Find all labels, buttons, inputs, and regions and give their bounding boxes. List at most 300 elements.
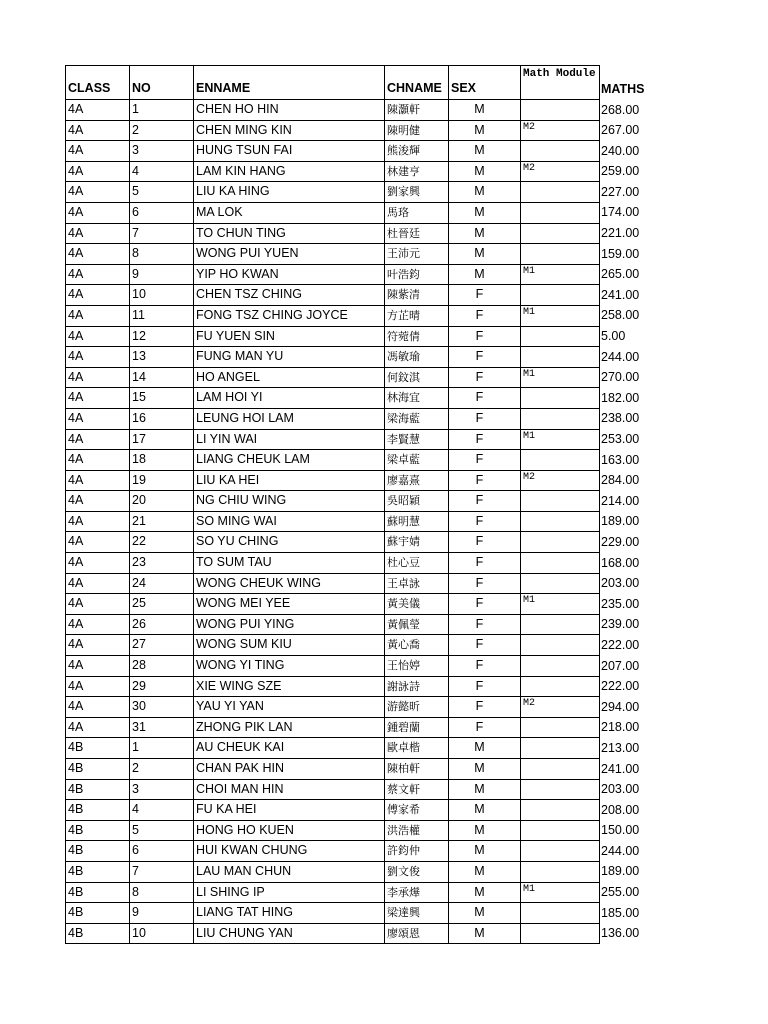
cell-maths: 208.00 bbox=[600, 800, 649, 821]
cell-no: 28 bbox=[130, 656, 194, 677]
cell-chname: 陳明健 bbox=[385, 120, 449, 141]
cell-sex: F bbox=[449, 573, 521, 594]
cell-no: 13 bbox=[130, 347, 194, 368]
table-row bbox=[66, 861, 649, 882]
cell-class: 4A bbox=[66, 285, 130, 306]
cell-maths: 241.00 bbox=[600, 285, 649, 306]
cell-chname: 鍾碧蘭 bbox=[385, 717, 449, 738]
cell-maths: 163.00 bbox=[600, 450, 649, 471]
cell-chname: 游懿昕 bbox=[385, 697, 449, 718]
cell-math-module bbox=[521, 511, 600, 532]
cell-class: 4A bbox=[66, 120, 130, 141]
cell-chname: 黃美儀 bbox=[385, 594, 449, 615]
cell-enname: CHAN PAK HIN bbox=[194, 759, 385, 780]
cell-sex: M bbox=[449, 923, 521, 944]
cell-chname: 廖頌恩 bbox=[385, 923, 449, 944]
cell-math-module bbox=[521, 841, 600, 862]
cell-class: 4B bbox=[66, 800, 130, 821]
cell-maths: 265.00 bbox=[600, 264, 649, 285]
cell-no: 3 bbox=[130, 779, 194, 800]
cell-maths: 267.00 bbox=[600, 120, 649, 141]
cell-no: 9 bbox=[130, 903, 194, 924]
cell-chname: 劉家興 bbox=[385, 182, 449, 203]
cell-class: 4A bbox=[66, 553, 130, 574]
cell-maths: 5.00 bbox=[600, 326, 649, 347]
cell-chname: 梁卓藍 bbox=[385, 450, 449, 471]
cell-enname: WONG PUI YING bbox=[194, 614, 385, 635]
cell-class: 4B bbox=[66, 759, 130, 780]
cell-sex: M bbox=[449, 161, 521, 182]
cell-sex: F bbox=[449, 676, 521, 697]
cell-no: 2 bbox=[130, 759, 194, 780]
cell-class: 4A bbox=[66, 182, 130, 203]
cell-math-module bbox=[521, 347, 600, 368]
cell-sex: F bbox=[449, 408, 521, 429]
cell-enname: LAM HOI YI bbox=[194, 388, 385, 409]
cell-chname: 王沛元 bbox=[385, 244, 449, 265]
cell-maths: 235.00 bbox=[600, 594, 649, 615]
cell-chname: 許鈞仲 bbox=[385, 841, 449, 862]
cell-chname: 蘇明慧 bbox=[385, 511, 449, 532]
cell-no: 9 bbox=[130, 264, 194, 285]
cell-enname: MA LOK bbox=[194, 202, 385, 223]
cell-class: 4A bbox=[66, 511, 130, 532]
cell-enname: FUNG MAN YU bbox=[194, 347, 385, 368]
cell-chname: 符菀倩 bbox=[385, 326, 449, 347]
cell-sex: M bbox=[449, 120, 521, 141]
cell-sex: M bbox=[449, 820, 521, 841]
cell-maths: 240.00 bbox=[600, 141, 649, 162]
cell-math-module bbox=[521, 923, 600, 944]
cell-sex: M bbox=[449, 800, 521, 821]
cell-no: 20 bbox=[130, 491, 194, 512]
cell-maths: 203.00 bbox=[600, 779, 649, 800]
cell-maths: 244.00 bbox=[600, 347, 649, 368]
cell-maths: 136.00 bbox=[600, 923, 649, 944]
table-row bbox=[66, 573, 649, 594]
cell-sex: F bbox=[449, 429, 521, 450]
cell-no: 12 bbox=[130, 326, 194, 347]
cell-sex: F bbox=[449, 388, 521, 409]
table-row bbox=[66, 594, 649, 615]
table-row bbox=[66, 491, 649, 512]
cell-math-module: M1 bbox=[521, 367, 600, 388]
cell-class: 4A bbox=[66, 244, 130, 265]
cell-math-module bbox=[521, 573, 600, 594]
cell-maths: 244.00 bbox=[600, 841, 649, 862]
table-row bbox=[66, 800, 649, 821]
cell-class: 4B bbox=[66, 779, 130, 800]
cell-enname: WONG CHEUK WING bbox=[194, 573, 385, 594]
cell-sex: F bbox=[449, 532, 521, 553]
cell-math-module bbox=[521, 202, 600, 223]
table-row bbox=[66, 120, 649, 141]
cell-chname: 謝詠詩 bbox=[385, 676, 449, 697]
cell-class: 4B bbox=[66, 738, 130, 759]
cell-class: 4A bbox=[66, 141, 130, 162]
table-row bbox=[66, 759, 649, 780]
header-chname: CHNAME bbox=[385, 66, 449, 100]
table-row bbox=[66, 882, 649, 903]
cell-sex: M bbox=[449, 182, 521, 203]
cell-maths: 227.00 bbox=[600, 182, 649, 203]
cell-class: 4A bbox=[66, 697, 130, 718]
cell-math-module bbox=[521, 635, 600, 656]
header-no: NO bbox=[130, 66, 194, 100]
cell-chname: 陳柏軒 bbox=[385, 759, 449, 780]
cell-sex: M bbox=[449, 223, 521, 244]
cell-class: 4A bbox=[66, 491, 130, 512]
cell-maths: 203.00 bbox=[600, 573, 649, 594]
cell-class: 4A bbox=[66, 408, 130, 429]
cell-chname: 何鈫淇 bbox=[385, 367, 449, 388]
cell-maths: 214.00 bbox=[600, 491, 649, 512]
table-row bbox=[66, 264, 649, 285]
cell-math-module bbox=[521, 532, 600, 553]
cell-no: 18 bbox=[130, 450, 194, 471]
cell-math-module: M1 bbox=[521, 264, 600, 285]
cell-enname: SO MING WAI bbox=[194, 511, 385, 532]
table-row bbox=[66, 903, 649, 924]
cell-no: 5 bbox=[130, 820, 194, 841]
cell-sex: F bbox=[449, 305, 521, 326]
cell-class: 4A bbox=[66, 264, 130, 285]
cell-no: 7 bbox=[130, 861, 194, 882]
cell-math-module bbox=[521, 903, 600, 924]
cell-enname: CHEN MING KIN bbox=[194, 120, 385, 141]
table-row bbox=[66, 676, 649, 697]
cell-math-module: M2 bbox=[521, 697, 600, 718]
cell-chname: 馬珞 bbox=[385, 202, 449, 223]
cell-no: 5 bbox=[130, 182, 194, 203]
cell-chname: 林海宜 bbox=[385, 388, 449, 409]
cell-math-module bbox=[521, 326, 600, 347]
cell-chname: 梁達興 bbox=[385, 903, 449, 924]
cell-maths: 270.00 bbox=[600, 367, 649, 388]
cell-class: 4A bbox=[66, 656, 130, 677]
cell-class: 4A bbox=[66, 202, 130, 223]
cell-math-module bbox=[521, 717, 600, 738]
table-row bbox=[66, 923, 649, 944]
cell-no: 22 bbox=[130, 532, 194, 553]
cell-chname: 叶浩鈞 bbox=[385, 264, 449, 285]
cell-no: 25 bbox=[130, 594, 194, 615]
cell-maths: 284.00 bbox=[600, 470, 649, 491]
cell-enname: WONG PUI YUEN bbox=[194, 244, 385, 265]
cell-math-module bbox=[521, 182, 600, 203]
cell-enname: HUI KWAN CHUNG bbox=[194, 841, 385, 862]
cell-maths: 189.00 bbox=[600, 861, 649, 882]
cell-chname: 李承燁 bbox=[385, 882, 449, 903]
cell-sex: F bbox=[449, 285, 521, 306]
cell-no: 6 bbox=[130, 202, 194, 223]
cell-enname: CHOI MAN HIN bbox=[194, 779, 385, 800]
cell-no: 17 bbox=[130, 429, 194, 450]
header-maths: MATHS bbox=[601, 81, 645, 96]
cell-maths: 150.00 bbox=[600, 820, 649, 841]
cell-enname: YAU YI YAN bbox=[194, 697, 385, 718]
cell-class: 4A bbox=[66, 305, 130, 326]
cell-sex: F bbox=[449, 470, 521, 491]
cell-math-module bbox=[521, 223, 600, 244]
table-row bbox=[66, 161, 649, 182]
cell-math-module bbox=[521, 553, 600, 574]
cell-enname: LAM KIN HANG bbox=[194, 161, 385, 182]
cell-chname: 黃心喬 bbox=[385, 635, 449, 656]
cell-enname: CHEN TSZ CHING bbox=[194, 285, 385, 306]
table-row bbox=[66, 223, 649, 244]
table-row bbox=[66, 408, 649, 429]
cell-enname: TO SUM TAU bbox=[194, 553, 385, 574]
cell-math-module bbox=[521, 779, 600, 800]
cell-maths: 218.00 bbox=[600, 717, 649, 738]
cell-no: 19 bbox=[130, 470, 194, 491]
cell-enname: LI SHING IP bbox=[194, 882, 385, 903]
table-row bbox=[66, 553, 649, 574]
cell-math-module bbox=[521, 738, 600, 759]
cell-math-module bbox=[521, 676, 600, 697]
cell-sex: M bbox=[449, 882, 521, 903]
cell-sex: F bbox=[449, 491, 521, 512]
table-row bbox=[66, 100, 649, 121]
cell-maths: 238.00 bbox=[600, 408, 649, 429]
cell-class: 4A bbox=[66, 717, 130, 738]
table-row bbox=[66, 141, 649, 162]
cell-class: 4A bbox=[66, 326, 130, 347]
cell-maths: 229.00 bbox=[600, 532, 649, 553]
cell-math-module bbox=[521, 759, 600, 780]
cell-math-module bbox=[521, 614, 600, 635]
cell-enname: LIANG TAT HING bbox=[194, 903, 385, 924]
cell-maths: 294.00 bbox=[600, 697, 649, 718]
cell-chname: 杜心豆 bbox=[385, 553, 449, 574]
cell-sex: F bbox=[449, 697, 521, 718]
cell-enname: ZHONG PIK LAN bbox=[194, 717, 385, 738]
cell-sex: F bbox=[449, 594, 521, 615]
table-row bbox=[66, 697, 649, 718]
cell-maths: 207.00 bbox=[600, 656, 649, 677]
cell-maths: 268.00 bbox=[600, 100, 649, 121]
table-row bbox=[66, 841, 649, 862]
cell-no: 2 bbox=[130, 120, 194, 141]
cell-enname: NG CHIU WING bbox=[194, 491, 385, 512]
cell-sex: F bbox=[449, 326, 521, 347]
table-row bbox=[66, 367, 649, 388]
cell-enname: WONG MEI YEE bbox=[194, 594, 385, 615]
header-row bbox=[66, 66, 649, 100]
cell-maths: 241.00 bbox=[600, 759, 649, 780]
cell-chname: 方芷晴 bbox=[385, 305, 449, 326]
cell-chname: 王怡婷 bbox=[385, 656, 449, 677]
cell-math-module: M1 bbox=[521, 429, 600, 450]
table-row bbox=[66, 820, 649, 841]
cell-no: 7 bbox=[130, 223, 194, 244]
cell-math-module: M1 bbox=[521, 594, 600, 615]
cell-no: 8 bbox=[130, 882, 194, 903]
cell-enname: LIU CHUNG YAN bbox=[194, 923, 385, 944]
cell-class: 4A bbox=[66, 100, 130, 121]
cell-enname: XIE WING SZE bbox=[194, 676, 385, 697]
cell-sex: F bbox=[449, 347, 521, 368]
cell-sex: F bbox=[449, 367, 521, 388]
cell-math-module: M2 bbox=[521, 120, 600, 141]
table-row bbox=[66, 202, 649, 223]
table-row bbox=[66, 614, 649, 635]
table-row bbox=[66, 511, 649, 532]
cell-enname: LIU KA HING bbox=[194, 182, 385, 203]
cell-no: 15 bbox=[130, 388, 194, 409]
cell-no: 4 bbox=[130, 800, 194, 821]
cell-class: 4A bbox=[66, 470, 130, 491]
table-row bbox=[66, 244, 649, 265]
cell-math-module bbox=[521, 800, 600, 821]
cell-math-module bbox=[521, 285, 600, 306]
cell-chname: 黃佩瑩 bbox=[385, 614, 449, 635]
cell-no: 10 bbox=[130, 923, 194, 944]
cell-sex: M bbox=[449, 244, 521, 265]
cell-class: 4A bbox=[66, 161, 130, 182]
cell-sex: M bbox=[449, 202, 521, 223]
cell-maths: 255.00 bbox=[600, 882, 649, 903]
header-class: CLASS bbox=[66, 66, 130, 100]
cell-no: 10 bbox=[130, 285, 194, 306]
cell-no: 30 bbox=[130, 697, 194, 718]
cell-math-module bbox=[521, 388, 600, 409]
cell-class: 4B bbox=[66, 841, 130, 862]
table-row bbox=[66, 717, 649, 738]
cell-sex: F bbox=[449, 656, 521, 677]
cell-chname: 吳昭穎 bbox=[385, 491, 449, 512]
cell-sex: F bbox=[449, 635, 521, 656]
cell-sex: M bbox=[449, 779, 521, 800]
table-row bbox=[66, 388, 649, 409]
table-row bbox=[66, 532, 649, 553]
table-row bbox=[66, 285, 649, 306]
cell-no: 6 bbox=[130, 841, 194, 862]
table-row bbox=[66, 429, 649, 450]
cell-maths: 213.00 bbox=[600, 738, 649, 759]
table-row bbox=[66, 738, 649, 759]
table-row bbox=[66, 779, 649, 800]
cell-math-module bbox=[521, 820, 600, 841]
cell-enname: SO YU CHING bbox=[194, 532, 385, 553]
cell-chname: 蔡文軒 bbox=[385, 779, 449, 800]
cell-chname: 傅家希 bbox=[385, 800, 449, 821]
cell-no: 23 bbox=[130, 553, 194, 574]
table-row bbox=[66, 470, 649, 491]
cell-chname: 陳灝軒 bbox=[385, 100, 449, 121]
cell-maths: 182.00 bbox=[600, 388, 649, 409]
cell-sex: F bbox=[449, 614, 521, 635]
cell-sex: M bbox=[449, 100, 521, 121]
cell-no: 27 bbox=[130, 635, 194, 656]
cell-sex: M bbox=[449, 759, 521, 780]
cell-maths: 221.00 bbox=[600, 223, 649, 244]
cell-enname: WONG YI TING bbox=[194, 656, 385, 677]
cell-class: 4B bbox=[66, 820, 130, 841]
cell-sex: M bbox=[449, 903, 521, 924]
cell-chname: 馮敏瑜 bbox=[385, 347, 449, 368]
cell-no: 14 bbox=[130, 367, 194, 388]
table-body bbox=[66, 66, 649, 944]
header-enname: ENNAME bbox=[194, 66, 385, 100]
cell-chname: 蘇宇婧 bbox=[385, 532, 449, 553]
cell-class: 4A bbox=[66, 347, 130, 368]
cell-enname: CHEN HO HIN bbox=[194, 100, 385, 121]
cell-sex: F bbox=[449, 717, 521, 738]
cell-math-module bbox=[521, 408, 600, 429]
cell-enname: WONG SUM KIU bbox=[194, 635, 385, 656]
cell-chname: 梁海藍 bbox=[385, 408, 449, 429]
header-sex: SEX bbox=[449, 66, 521, 100]
cell-maths: 189.00 bbox=[600, 511, 649, 532]
cell-maths: 174.00 bbox=[600, 202, 649, 223]
cell-no: 21 bbox=[130, 511, 194, 532]
cell-no: 8 bbox=[130, 244, 194, 265]
cell-maths: 185.00 bbox=[600, 903, 649, 924]
cell-math-module bbox=[521, 491, 600, 512]
table-row bbox=[66, 450, 649, 471]
cell-sex: F bbox=[449, 450, 521, 471]
cell-enname: HONG HO KUEN bbox=[194, 820, 385, 841]
cell-enname: TO CHUN TING bbox=[194, 223, 385, 244]
cell-maths: 168.00 bbox=[600, 553, 649, 574]
cell-no: 4 bbox=[130, 161, 194, 182]
cell-sex: M bbox=[449, 738, 521, 759]
table-row bbox=[66, 305, 649, 326]
cell-chname: 洪浩權 bbox=[385, 820, 449, 841]
table-row bbox=[66, 635, 649, 656]
cell-chname: 王卓詠 bbox=[385, 573, 449, 594]
cell-enname: FU YUEN SIN bbox=[194, 326, 385, 347]
cell-enname: YIP HO KWAN bbox=[194, 264, 385, 285]
cell-sex: M bbox=[449, 141, 521, 162]
cell-maths: 159.00 bbox=[600, 244, 649, 265]
table-row bbox=[66, 347, 649, 368]
cell-maths: 259.00 bbox=[600, 161, 649, 182]
cell-chname: 廖嘉熹 bbox=[385, 470, 449, 491]
cell-math-module bbox=[521, 100, 600, 121]
cell-no: 16 bbox=[130, 408, 194, 429]
cell-no: 1 bbox=[130, 738, 194, 759]
cell-math-module bbox=[521, 656, 600, 677]
cell-sex: M bbox=[449, 841, 521, 862]
cell-chname: 劉文俊 bbox=[385, 861, 449, 882]
cell-chname: 林建亨 bbox=[385, 161, 449, 182]
cell-class: 4A bbox=[66, 450, 130, 471]
table-row bbox=[66, 182, 649, 203]
cell-math-module bbox=[521, 450, 600, 471]
cell-class: 4A bbox=[66, 573, 130, 594]
cell-no: 11 bbox=[130, 305, 194, 326]
cell-enname: LI YIN WAI bbox=[194, 429, 385, 450]
cell-class: 4A bbox=[66, 532, 130, 553]
cell-math-module: M1 bbox=[521, 882, 600, 903]
cell-class: 4B bbox=[66, 923, 130, 944]
cell-enname: AU CHEUK KAI bbox=[194, 738, 385, 759]
cell-maths: 239.00 bbox=[600, 614, 649, 635]
cell-class: 4B bbox=[66, 903, 130, 924]
cell-math-module: M2 bbox=[521, 470, 600, 491]
header-math-module: Math Module bbox=[521, 66, 600, 100]
cell-maths: 222.00 bbox=[600, 676, 649, 697]
cell-enname: HUNG TSUN FAI bbox=[194, 141, 385, 162]
cell-no: 26 bbox=[130, 614, 194, 635]
cell-chname: 歐卓楷 bbox=[385, 738, 449, 759]
cell-class: 4A bbox=[66, 594, 130, 615]
cell-class: 4A bbox=[66, 223, 130, 244]
cell-enname: FU KA HEI bbox=[194, 800, 385, 821]
